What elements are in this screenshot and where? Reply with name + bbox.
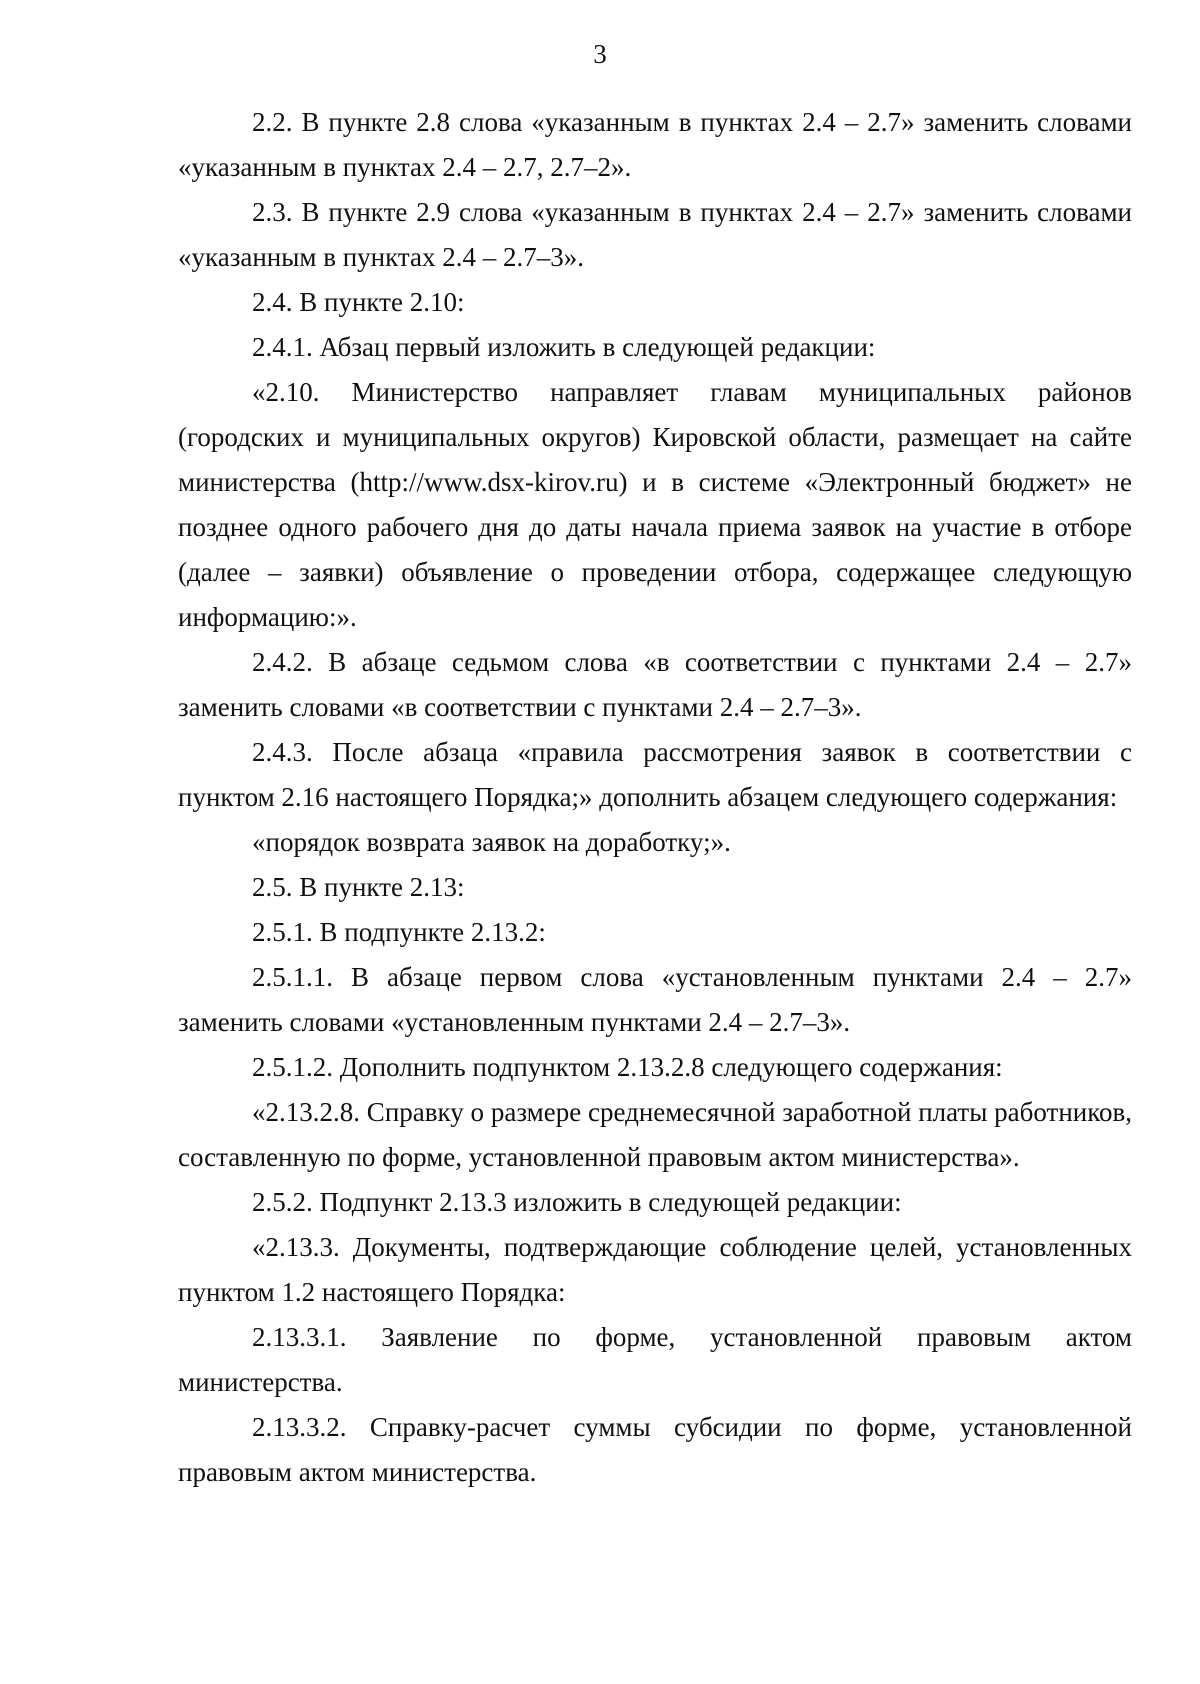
paragraph-2-2: 2.2. В пункте 2.8 слова «указанным в пунктах 2.4 – 2.7» заменить словами «указанным в пунктах 2.4 – 2.7, 2.7–2». xyxy=(178,107,1132,182)
paragraph-return-order: «порядок возврата заявок на доработку;». xyxy=(252,827,731,857)
paragraph-2-13-3-1: 2.13.3.1. Заявление по форме, установленной правовым актом министерства. xyxy=(178,1322,1132,1397)
paragraph-2-4-1: 2.4.1. Абзац первый изложить в следующей редакции: xyxy=(252,332,876,362)
document-body xyxy=(178,100,1132,1495)
paragraph-2-10-quote: «2.10. Министерство направляет главам муниципальных районов (городских и муниципальных округов) Кировской области, размещает на сайте министерства (http://www.dsx-kirov.ru) и в системе «Электронный бюджет» не позднее одного рабочего дня до даты начала приема заявок на участие в отборе (далее – заявки) объявление о проведении отбора, содержащее следующую информацию:». xyxy=(178,377,1132,632)
paragraph-2-13-2-8: «2.13.2.8. Справку о размере среднемесячной заработной платы работников, составленную по форме, установленной правовым актом министерства». xyxy=(178,1097,1132,1172)
page-number: 3 xyxy=(593,39,607,69)
paragraph-2-13-3: «2.13.3. Документы, подтверждающие соблюдение целей, установленных пунктом 1.2 настоящего Порядка: xyxy=(178,1232,1132,1307)
paragraph-2-5-1-2: 2.5.1.2. Дополнить подпунктом 2.13.2.8 следующего содержания: xyxy=(252,1052,1003,1082)
paragraph-2-5-1-1: 2.5.1.1. В абзаце первом слова «установленным пунктами 2.4 – 2.7» заменить словами «установленным пунктами 2.4 – 2.7–3». xyxy=(178,962,1132,1037)
paragraph-2-4: 2.4. В пункте 2.10: xyxy=(252,287,465,317)
paragraph-2-5-2: 2.5.2. Подпункт 2.13.3 изложить в следующей редакции: xyxy=(252,1187,902,1217)
paragraph-2-13-3-2: 2.13.3.2. Справку-расчет суммы субсидии по форме, установленной правовым актом министерства. xyxy=(178,1412,1132,1487)
paragraph-2-5: 2.5. В пункте 2.13: xyxy=(252,872,465,902)
paragraph-2-4-3: 2.4.3. После абзаца «правила рассмотрения заявок в соответствии с пунктом 2.16 настоящего Порядка;» дополнить абзацем следующего содержания: xyxy=(178,737,1132,812)
paragraph-2-5-1: 2.5.1. В подпункте 2.13.2: xyxy=(252,917,546,947)
paragraph-2-4-2: 2.4.2. В абзаце седьмом слова «в соответствии с пунктами 2.4 – 2.7» заменить словами «в соответствии с пунктами 2.4 – 2.7–3». xyxy=(178,647,1132,722)
paragraph-2-3: 2.3. В пункте 2.9 слова «указанным в пунктах 2.4 – 2.7» заменить словами «указанным в пунктах 2.4 – 2.7–3». xyxy=(178,197,1132,272)
